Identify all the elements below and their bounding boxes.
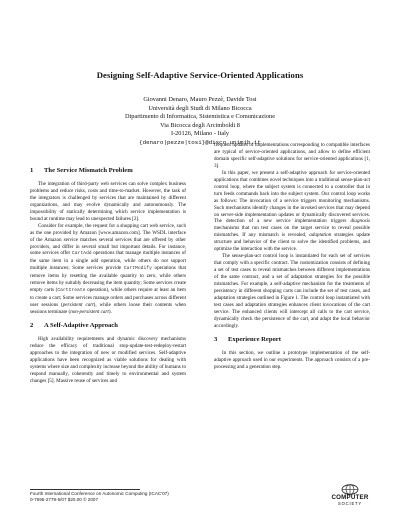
left-column [30, 168, 186, 385]
text-span: ). [108, 309, 112, 316]
footer-copyright: 0-7695-2779-5/07 $20.00 © 2007 [30, 497, 99, 502]
section-2-heading [30, 323, 186, 330]
section-2-title: A Self-Adaptive Approach [44, 322, 118, 330]
affiliation-line-3: Via Bicocca degli Arcimboldi 8 [160, 121, 240, 129]
text-span: Consider for example, the request for a shopping cart web service, such as the one provided by Amazon [www.amazon.com]. The WSDL interface of the Amazon service matches several services that are offered by other providers, and differ in several small but important details. For instance, some services offer [30, 222, 186, 257]
affiliation-line-2: Dipartimento di Informatica, Sistemistica e Comunicazione [124, 113, 276, 121]
section-3-number: 3 [214, 335, 218, 343]
section-1-number: 1 [30, 167, 34, 174]
section-1-paragraph-1: The integration of third-party web services can solve complex business problems and reduce risks, costs and time-to-market. However, the task of the integrators is challenged by services that are maintained by different organizations, and may evolve dynamically and autonomously. The impossibility of statically determining which service implementation is bound at runtime may lead to unexpected failures [2]. [30, 180, 186, 222]
logo-text-computer: COMPUTER [331, 494, 369, 501]
text-span: operations that remove items by resetting the available quantity to zero, while others remove items by suitably decreasing the item quantity; Some services create empty carts ( [30, 265, 187, 294]
section-1-heading [30, 168, 186, 175]
section-1-title: The Service Mismatch Problem [44, 167, 133, 174]
emphasis-persistent-cart: persistent cart [62, 302, 94, 309]
section-3-heading [214, 337, 370, 344]
section-1-paragraph-2 [30, 223, 186, 316]
text-span: operations that manage multiple instances of the same item in a single add operation, while others do not support multiple instances; Some services provide [30, 250, 186, 272]
affiliation-line-1: Università degli Studi di Milano Bicocca [148, 104, 252, 112]
code-cartmodify: CartModify [123, 266, 152, 272]
computer-society-logo [328, 484, 372, 512]
section-3-title: Experience Report [228, 335, 281, 343]
emphasis-adaptation: adaptation [309, 232, 332, 239]
paper-title: Designing Self-Adaptive Service-Oriented Applications [96, 70, 304, 80]
text-span: ), while others loose their contents when sessions terminate ( [30, 302, 186, 316]
footer-conference: Fourth International Conference on Autonomic Computing (ICAC'07) [30, 491, 169, 496]
author-block [0, 96, 400, 148]
emphasis-non-persistent-cart: non-persistent cart [70, 309, 109, 316]
author-email: {denaro|pezze|tosi}@disco.unimib.it [139, 138, 261, 146]
emphasis-diagnosis: diagnosis [350, 218, 370, 225]
author-names: Giovanni Denaro, Mauro Pezzè, Davide Tosi [143, 96, 257, 103]
text-span: In this paper, we present a self-adaptive approach for service-oriented applications that combines novel techniques into a traditional sense-plan-act control loop, where the subject system is connected to a controller that in turn feeds commands back into the subject system. Our control loop works as follows: The invocation of a service triggers monitoring mechanisms. Such mechanisms identify changes in the invoked services that may depend on server-side implementation updates or dynamically discovered services. The detection of a new service implementation triggers [214, 169, 370, 225]
right-column [214, 142, 370, 371]
section-2-paragraph-1: High availability requirements and dynamic discovery mechanisms reduce the efficacy of traditional stop-update-test-redeploy-restart approaches to the integration of new or modified services. Self-adaptive applications have been recognized as viable solutions for dealing with systems where size and complexity increase beyond the ability of humans to respond manually, coherently and timely to environmental and system changes [5]. Massive reuse of services and [30, 336, 186, 384]
section-3-paragraph-1: In this section, we outline a prototype implementation of the self-adaptive approach used in our experiments. The approach consists of a pre-processing and a generation step. [214, 349, 370, 370]
code-cartadd: CartAdd [71, 251, 92, 257]
affiliation-line-4: I-20126, Milano - Italy [170, 130, 230, 138]
logo-text-society: SOCIETY [338, 501, 362, 506]
footer [30, 491, 169, 503]
footer-rule [30, 489, 140, 490]
text-span: strategies update structure and behavior of the client to solve the identified problems, and optimize the interaction with the service. [214, 232, 370, 253]
control-loop-paragraph: The sense-plan-act control loop is instantiated for each set of services that comply with a specific contract. The customization consists of defining a set of test cases to reveal mismatches between different implementations of the same contract, and a set of adaptation strategies for the possible mismatches. For example, a self-adaptive mechanism for the treatments of persistency in different shopping carts can include the set of test cases, and adaptation strategies outlined in Figure 1. The control loop instantiated with test cases and adaptation strategies enhances client invocations of the cart service. The enhanced clients will intercept all calls to the cart service, dynamically check the persistence of the cart, and adapt the local behavior accordingly. [214, 253, 370, 329]
continued-paragraph: frequent updates of implementations corresponding to compatible interfaces are typical of service-oriented applications, and allow to define efficient domain specific self-adaptive solutions for service-oriented applications [1, 3]. [214, 142, 370, 169]
section-2-number: 2 [30, 322, 34, 330]
code-cartcreate: CartCreate [57, 288, 86, 294]
approach-paragraph [214, 170, 370, 253]
text-span: operation), while others require at least an item to create a cart; Some services manage orders and purchases across different user sessions ( [30, 287, 187, 309]
text-span: mechanisms that run test cases on the target service to reveal possible mismatches. If any mismatch is revealed, [214, 225, 370, 239]
